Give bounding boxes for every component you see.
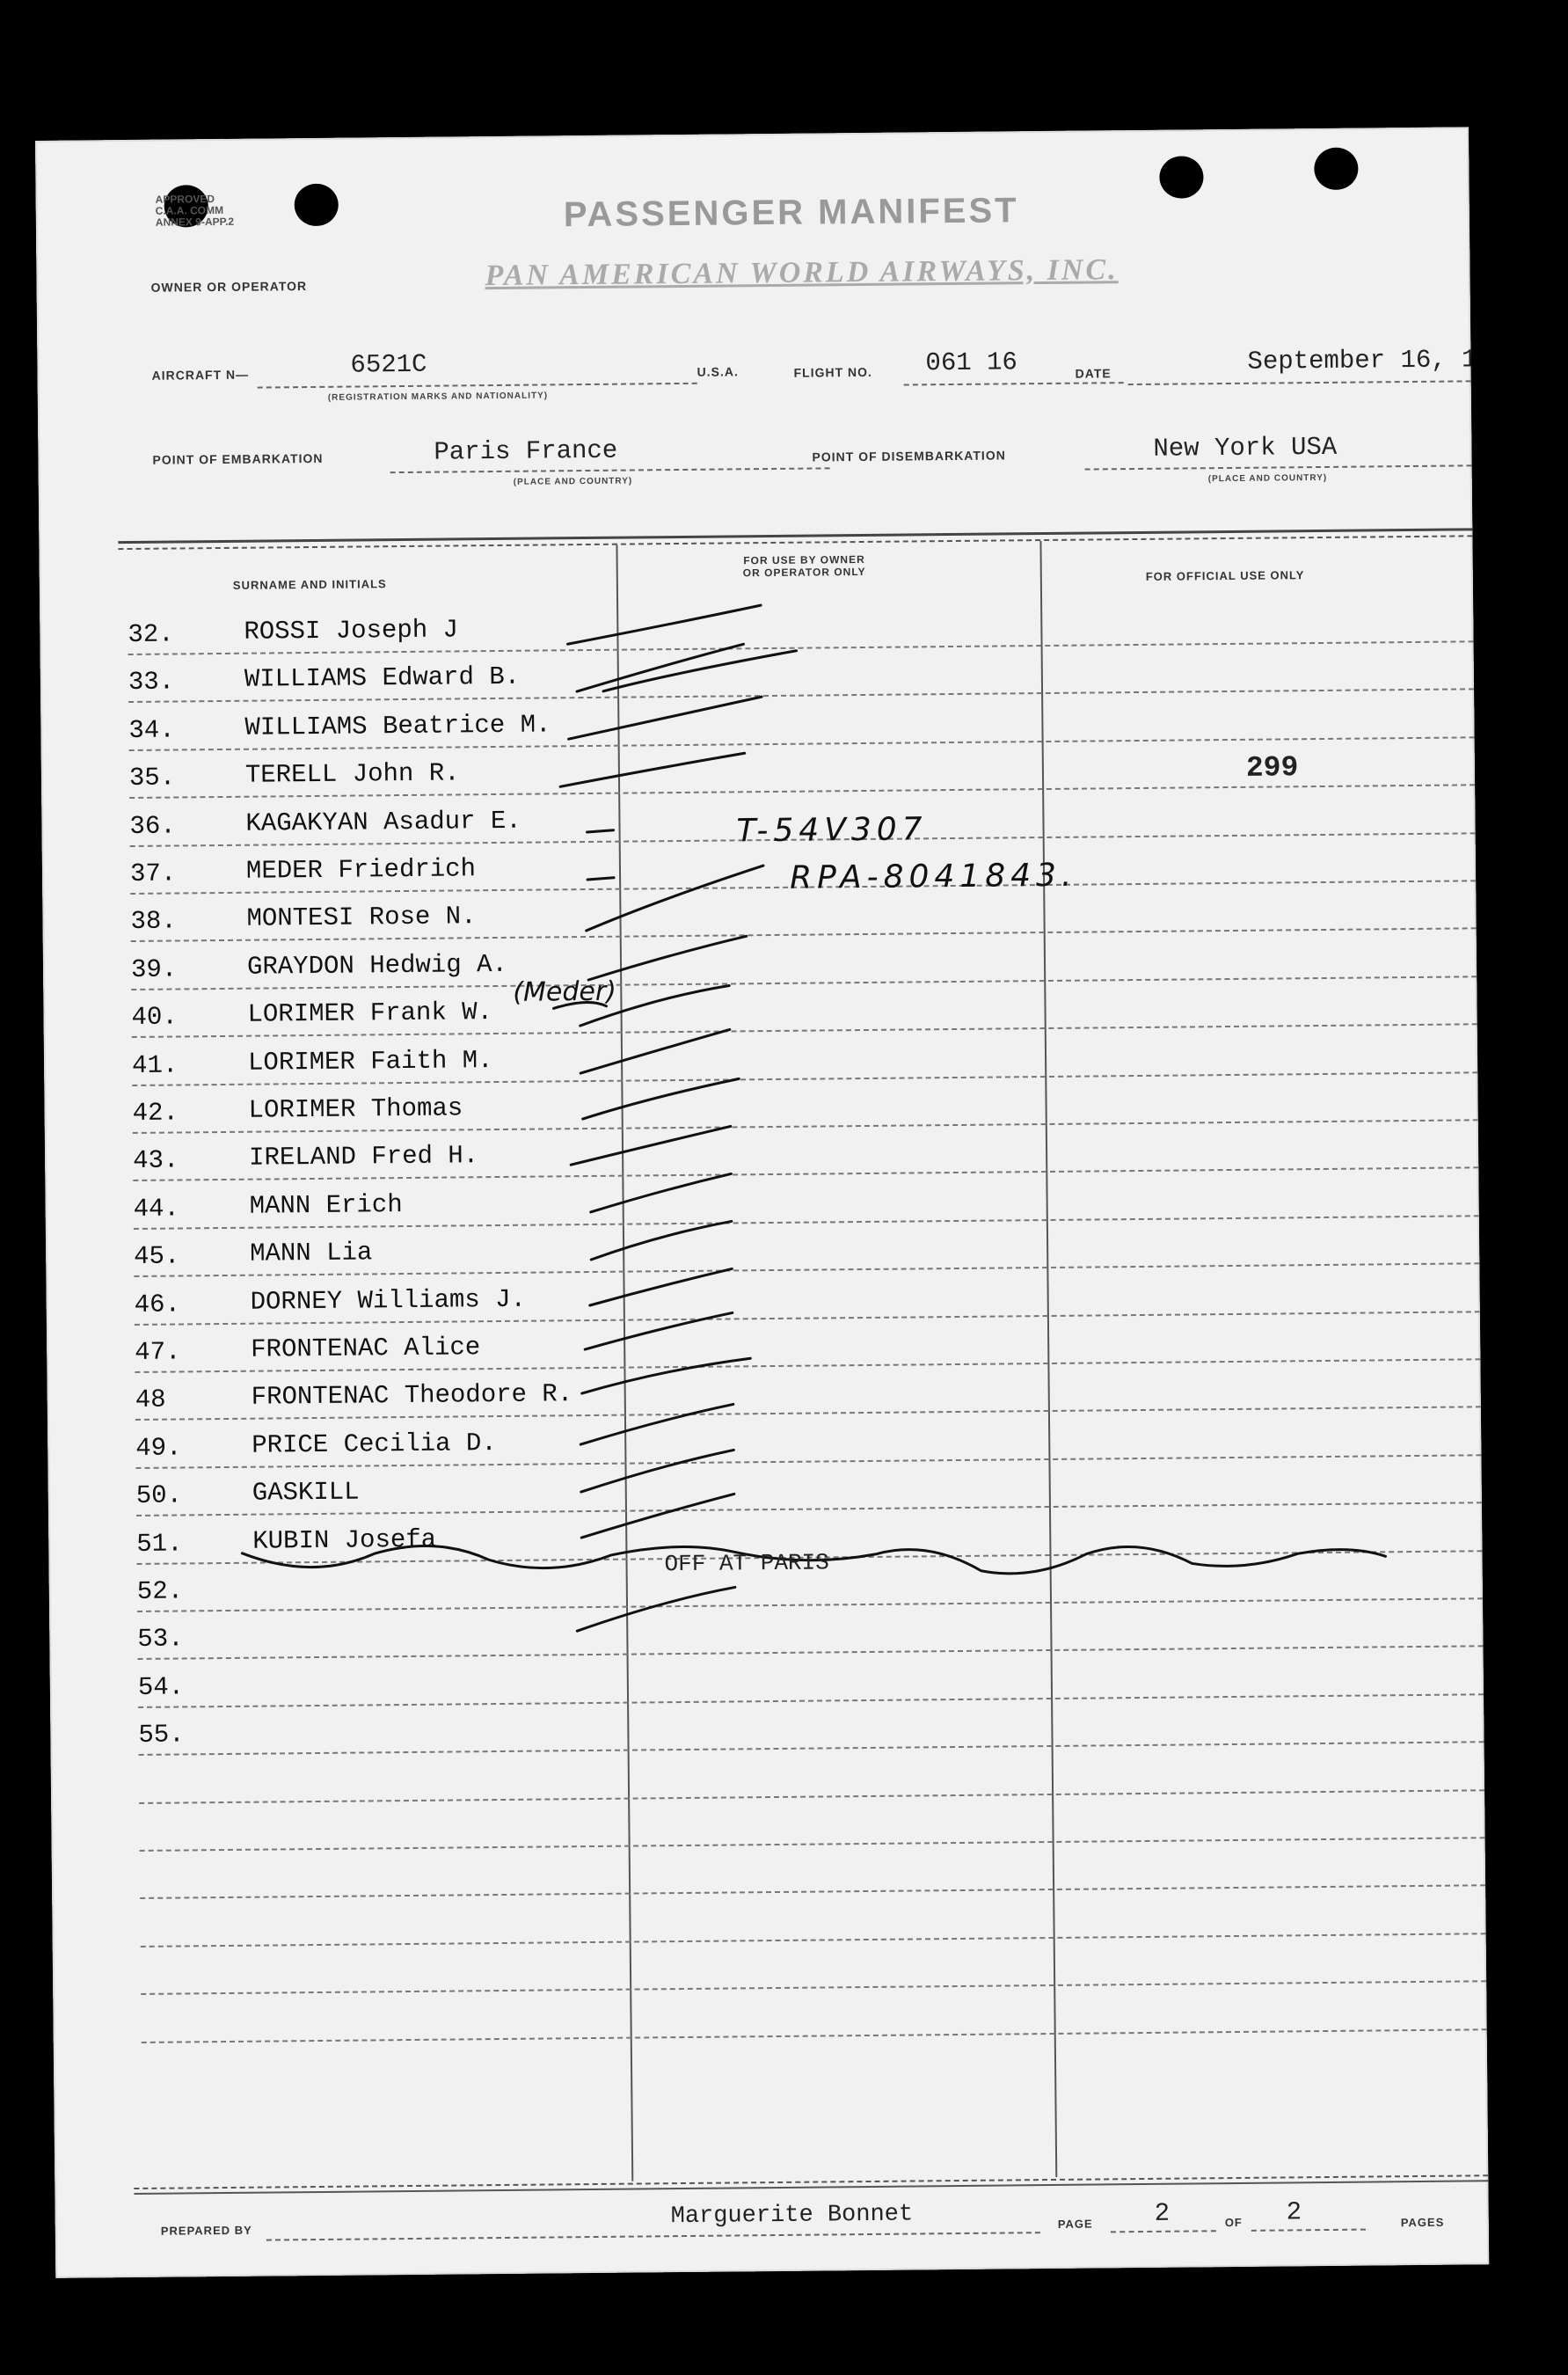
passenger-name: GRAYDON Hedwig A.	[246, 949, 508, 982]
of-value: 2	[1286, 2197, 1302, 2227]
passenger-name: FRONTENAC Alice	[251, 1333, 481, 1364]
passenger-number: 54.	[137, 1672, 185, 1702]
aircraft-caption: (REGISTRATION MARKS AND NATIONALITY)	[327, 391, 549, 403]
disembark-value: New York USA	[1153, 432, 1338, 464]
passenger-name: ROSSI Joseph J	[244, 615, 459, 647]
passenger-number: 41.	[131, 1050, 179, 1080]
passenger-name: KUBIN Josefa	[252, 1524, 437, 1556]
usa-label: U.S.A.	[696, 364, 739, 379]
passenger-number: 39.	[130, 954, 178, 984]
passenger-number: 53.	[137, 1624, 184, 1655]
passenger-name: KAGAKYAN Asadur E.	[245, 806, 521, 838]
approval-stamp: APPROVED C.A.A. COMM ANNEX 9-APP.2	[155, 193, 235, 229]
passenger-number: 40.	[131, 1002, 178, 1033]
col-owner-use: FOR USE BY OWNER OR OPERATOR ONLY	[742, 552, 866, 580]
passenger-number: 35.	[128, 763, 176, 793]
passenger-name: DORNEY Williams J.	[250, 1284, 527, 1317]
page-label: PAGE	[1057, 2217, 1093, 2231]
embark-label: POINT OF EMBARKATION	[152, 450, 324, 467]
date-value: September 16, 1	[1247, 345, 1477, 376]
passenger-number: 36.	[129, 811, 176, 841]
passenger-name: MONTESI Rose N.	[246, 902, 477, 934]
passenger-name: WILLIAMS Beatrice M.	[244, 710, 551, 742]
official-note-34: 299	[1245, 751, 1299, 785]
embark-caption: (PLACE AND COUNTRY)	[513, 476, 633, 487]
passenger-name: IRELAND Fred H.	[248, 1141, 479, 1173]
aircraft-value: 6521C	[350, 349, 427, 380]
passenger-number: 52.	[136, 1576, 184, 1606]
passenger-number: 51.	[136, 1529, 183, 1559]
col-official-use: FOR OFFICIAL USE ONLY	[1145, 568, 1305, 583]
passenger-name: MEDER Friedrich	[245, 854, 477, 886]
airline-name: PAN AMERICAN WORLD AIRWAYS, INC.	[485, 253, 1119, 293]
flight-label: FLIGHT NO.	[793, 364, 872, 380]
passenger-number: 46.	[134, 1290, 181, 1319]
passenger-number: 49.	[135, 1433, 182, 1463]
passenger-number: 50.	[135, 1480, 183, 1511]
passenger-number: 37.	[129, 859, 177, 889]
passenger-number: 48	[135, 1385, 166, 1415]
passenger-number: 45.	[134, 1241, 180, 1272]
passenger-number: 38.	[130, 906, 177, 937]
handwritten-marks	[35, 127, 1489, 2278]
pages-label: PAGES	[1400, 2215, 1445, 2230]
page-title: PASSENGER MANIFEST	[563, 191, 1019, 235]
passenger-number: 32.	[128, 619, 174, 650]
date-label: DATE	[1075, 366, 1112, 381]
embark-value: Paris France	[434, 435, 618, 467]
passenger-name: LORIMER Frank W.	[247, 998, 493, 1029]
of-label: OF	[1224, 2215, 1243, 2230]
flight-value: 061 16	[925, 347, 1018, 378]
passenger-name: MANN Lia	[249, 1238, 373, 1268]
passenger-number: 33.	[128, 667, 175, 698]
owner-label: OWNER OR OPERATOR	[150, 279, 308, 295]
passenger-name: LORIMER Thomas	[248, 1093, 463, 1125]
disembark-caption: (PLACE AND COUNTRY)	[1207, 472, 1328, 485]
owner-note-36: T-54V307	[736, 811, 928, 850]
passenger-name: MANN Erich	[249, 1189, 403, 1221]
passenger-number: 47.	[135, 1337, 181, 1367]
passenger-number: 43.	[132, 1145, 179, 1176]
passenger-name: FRONTENAC Theodore R.	[251, 1379, 573, 1413]
passenger-number: 44.	[133, 1194, 180, 1224]
passenger-name: LORIMER Faith M.	[247, 1045, 493, 1078]
prepared-value: Marguerite Bonnet	[670, 2201, 914, 2231]
aircraft-label: AIRCRAFT N—	[151, 367, 250, 383]
passenger-number: 55.	[138, 1720, 185, 1750]
passenger-number: 34.	[128, 715, 175, 745]
prepared-label: PREPARED BY	[160, 2223, 252, 2238]
passenger-name: PRICE Cecilia D.	[252, 1428, 497, 1460]
page-value: 2	[1154, 2198, 1171, 2228]
owner-note-37: RPA-8041843.	[789, 857, 1077, 896]
manifest-sheet	[35, 127, 1489, 2278]
passenger-name: TERELL John R.	[244, 758, 460, 790]
off-at-paris-note: OFF AT PARIS	[664, 1549, 829, 1578]
passenger-name: WILLIAMS Edward B.	[244, 662, 521, 695]
meder-note: (Meder)	[513, 976, 617, 1008]
disembark-label: POINT OF DISEMBARKATION	[812, 448, 1006, 464]
passenger-number: 42.	[132, 1098, 179, 1128]
col-surname: SURNAME AND INITIALS	[232, 577, 387, 592]
passenger-name: GASKILL	[252, 1477, 360, 1508]
